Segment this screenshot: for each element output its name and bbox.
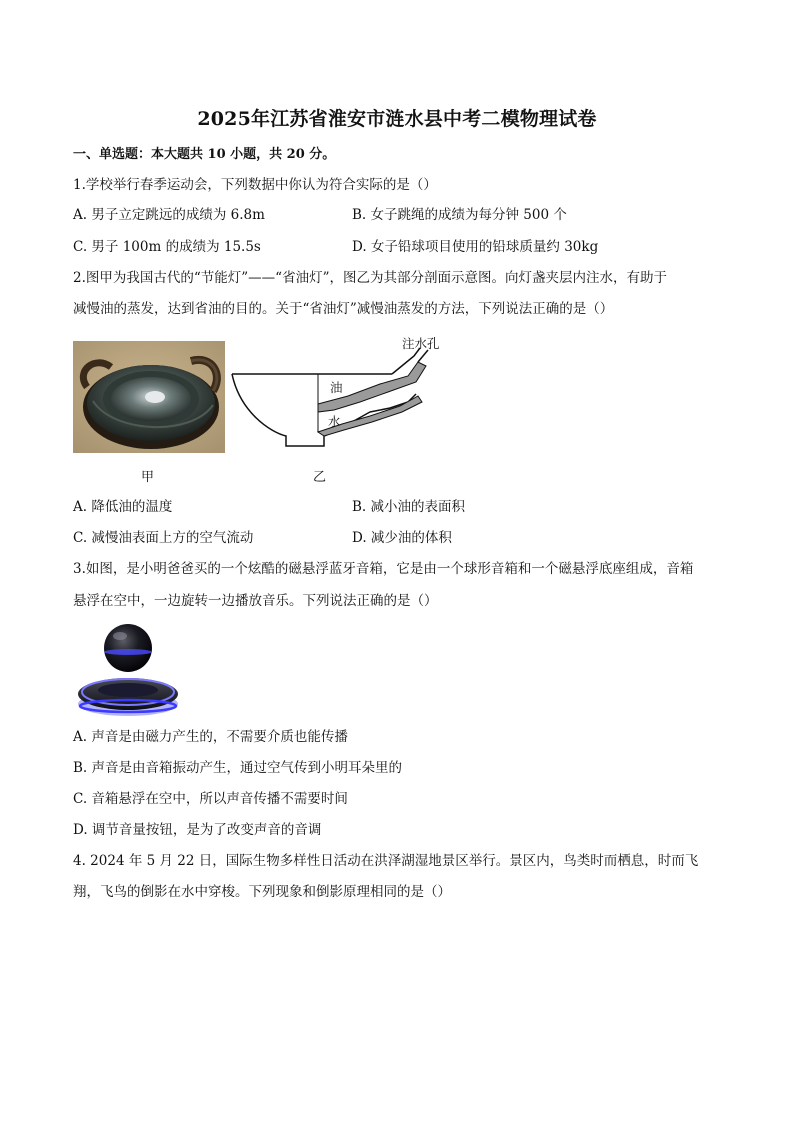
- q1-option-d: D. 女子铅球项目使用的铅球质量约 30kg: [352, 239, 599, 255]
- q3-stem-line2: 悬浮在空中，一边旋转一边播放音乐。下列说法正确的是（）: [73, 593, 438, 609]
- figure-label-yi: 乙: [313, 470, 327, 485]
- q2-option-c: C. 减慢油表面上方的空气流动: [73, 530, 254, 546]
- maglev-speaker-photo: [73, 622, 183, 718]
- q3-stem-line1: 3.如图，是小明爸爸买的一个炫酷的磁悬浮蓝牙音箱，它是由一个球形音箱和一个磁悬浮底座组成，音箱: [73, 561, 694, 577]
- q3-option-c: C. 音箱悬浮在空中，所以声音传播不需要时间: [73, 791, 348, 807]
- q3-option-d: D. 调节音量按钮，是为了改变声音的音调: [73, 822, 322, 838]
- lamp-cross-section-diagram: [230, 332, 445, 450]
- oil-lamp-photo: [73, 341, 225, 453]
- q2-stem-line1: 2.图甲为我国古代的“节能灯”——“省油灯”，图乙为其部分剖面示意图。向灯盏夹层内注水，有助于: [73, 270, 667, 286]
- q1-option-b: B. 女子跳绳的成绩为每分钟 500 个: [352, 207, 567, 223]
- q1-stem: 1.学校举行春季运动会，下列数据中你认为符合实际的是（）: [73, 177, 437, 193]
- inlet-label: 注水孔: [402, 336, 440, 351]
- section-heading: 一、单选题：本大题共 10 小题，共 20 分。: [73, 147, 336, 162]
- page-title: 2025年江苏省淮安市涟水县中考二模物理试卷: [197, 108, 597, 130]
- q1-option-c: C. 男子 100m 的成绩为 15.5s: [73, 239, 261, 255]
- q2-option-d: D. 减少油的体积: [352, 530, 452, 546]
- q1-option-a: A. 男子立定跳远的成绩为 6.8m: [73, 207, 265, 223]
- q3-option-a: A. 声音是由磁力产生的，不需要介质也能传播: [73, 729, 348, 745]
- water-label: 水: [328, 414, 341, 429]
- q4-stem-line1: 4. 2024 年 5 月 22 日，国际生物多样性日活动在洪泽湖湿地景区举行。景区内，鸟类时而栖息，时而飞: [73, 853, 699, 869]
- figure-label-jia: 甲: [141, 470, 155, 485]
- q4-stem-line2: 翔，飞鸟的倒影在水中穿梭。下列现象和倒影原理相同的是（）: [73, 884, 451, 900]
- oil-label: 油: [330, 380, 343, 395]
- q2-option-a: A. 降低油的温度: [73, 499, 173, 515]
- q2-stem-line2: 减慢油的蒸发，达到省油的目的。关于“省油灯”减慢油蒸发的方法，下列说法正确的是（）: [73, 301, 614, 317]
- q2-option-b: B. 减小油的表面积: [352, 499, 466, 515]
- q3-option-b: B. 声音是由音箱振动产生，通过空气传到小明耳朵里的: [73, 760, 403, 776]
